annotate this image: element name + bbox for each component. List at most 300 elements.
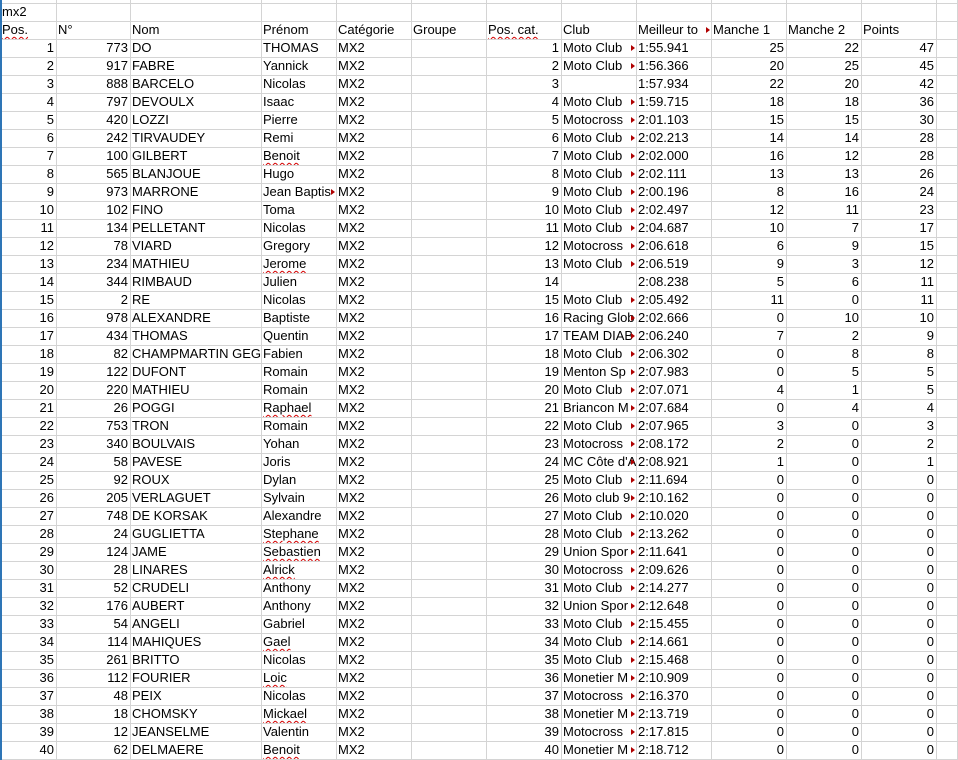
cell-pos-cat[interactable]: 13 [544, 256, 559, 271]
cell-groupe[interactable] [411, 579, 486, 597]
cell-prenom[interactable]: Remi [263, 130, 294, 145]
header-manche-2[interactable]: Manche 2 [788, 22, 846, 37]
cell-groupe[interactable] [411, 525, 486, 543]
cell-number[interactable]: 748 [106, 508, 128, 523]
cell-pos-cat[interactable]: 15 [544, 292, 559, 307]
cell-number[interactable]: 978 [106, 310, 128, 325]
cell-manche-1[interactable]: 9 [776, 256, 784, 271]
cell-pos[interactable]: 23 [39, 436, 54, 451]
cell-nom[interactable]: BLANJOUE [132, 166, 201, 181]
empty-cell[interactable] [936, 255, 957, 273]
cell-manche-2[interactable]: 0 [851, 742, 859, 757]
cell-pos-cat[interactable]: 21 [544, 400, 559, 415]
cell-prenom[interactable]: Loic [263, 670, 287, 685]
cell-points[interactable]: 0 [926, 490, 934, 505]
cell-categorie[interactable]: MX2 [338, 202, 365, 217]
cell-club[interactable]: Moto Club [561, 471, 636, 489]
cell-meilleur-tour[interactable]: 2:08.921 [638, 454, 689, 469]
cell-pos-cat[interactable]: 22 [544, 418, 559, 433]
cell-nom[interactable]: JEANSELME [132, 724, 210, 739]
cell-nom[interactable]: VIARD [132, 238, 172, 253]
header-groupe[interactable]: Groupe [413, 22, 457, 37]
cell-club[interactable]: Motocross [561, 435, 636, 453]
cell-number[interactable]: 888 [106, 76, 128, 91]
cell-points[interactable]: 28 [919, 148, 934, 163]
cell-nom[interactable]: DEVOULX [132, 94, 195, 109]
cell-nom[interactable]: ALEXANDRE [132, 310, 211, 325]
cell-meilleur-tour[interactable]: 2:04.687 [638, 220, 689, 235]
empty-cell[interactable] [936, 381, 957, 399]
cell-club[interactable]: Union Spor [561, 543, 636, 561]
cell-pos-cat[interactable]: 36 [544, 670, 559, 685]
cell-meilleur-tour[interactable]: 2:00.196 [638, 184, 689, 199]
empty-cell[interactable] [936, 93, 957, 111]
cell-manche-1[interactable]: 0 [776, 562, 784, 577]
cell-points[interactable]: 0 [926, 652, 934, 667]
cell-categorie[interactable]: MX2 [338, 310, 365, 325]
cell-manche-2[interactable]: 16 [844, 184, 859, 199]
cell-pos[interactable]: 39 [39, 724, 54, 739]
cell-categorie[interactable]: MX2 [338, 472, 365, 487]
cell-groupe[interactable] [411, 309, 486, 327]
cell-meilleur-tour[interactable]: 2:02.000 [638, 148, 689, 163]
header-manche-1[interactable]: Manche 1 [713, 22, 771, 37]
cell-pos-cat[interactable]: 4 [551, 94, 559, 109]
cell-manche-2[interactable]: 5 [851, 364, 859, 379]
cell-prenom[interactable]: Stephane [263, 526, 319, 541]
cell-points[interactable]: 0 [926, 670, 934, 685]
cell-prenom[interactable]: Raphael [263, 400, 312, 415]
cell-number[interactable]: 28 [113, 562, 128, 577]
cell-manche-1[interactable]: 1 [776, 454, 784, 469]
cell-pos[interactable]: 18 [39, 346, 54, 361]
header-prenom[interactable]: Prénom [263, 22, 309, 37]
cell-prenom[interactable]: Nicolas [263, 76, 306, 91]
cell-nom[interactable]: DE KORSAK [132, 508, 208, 523]
cell-nom[interactable]: BARCELO [132, 76, 195, 91]
cell-pos-cat[interactable]: 16 [544, 310, 559, 325]
cell-prenom[interactable]: Alexandre [263, 508, 322, 523]
cell-points[interactable]: 0 [926, 616, 934, 631]
cell-categorie[interactable]: MX2 [338, 328, 365, 343]
cell-prenom[interactable]: Alrick [263, 562, 295, 577]
cell-groupe[interactable] [411, 399, 486, 417]
cell-club[interactable]: Briancon M [561, 399, 636, 417]
cell-club[interactable]: Moto Club [561, 147, 636, 165]
cell-pos-cat[interactable]: 35 [544, 652, 559, 667]
cell-number[interactable]: 973 [106, 184, 128, 199]
cell-manche-1[interactable]: 0 [776, 580, 784, 595]
cell-prenom[interactable]: Joris [263, 454, 291, 469]
cell-points[interactable]: 45 [919, 58, 934, 73]
cell-manche-1[interactable]: 20 [769, 58, 784, 73]
cell-manche-1[interactable]: 0 [776, 670, 784, 685]
cell-number[interactable]: 176 [106, 598, 128, 613]
cell-manche-1[interactable]: 14 [769, 130, 784, 145]
cell-number[interactable]: 2 [120, 292, 128, 307]
cell-points[interactable]: 11 [920, 292, 934, 307]
cell-categorie[interactable]: MX2 [338, 670, 365, 685]
cell-pos[interactable]: 19 [39, 364, 54, 379]
cell-manche-2[interactable]: 0 [851, 436, 859, 451]
cell-nom[interactable]: MATHIEU [132, 256, 190, 271]
cell-categorie[interactable]: MX2 [338, 220, 365, 235]
cell-number[interactable]: 52 [113, 580, 128, 595]
cell-prenom[interactable]: Nicolas [263, 688, 306, 703]
cell-manche-2[interactable]: 8 [851, 346, 859, 361]
cell-pos[interactable]: 33 [39, 616, 54, 631]
cell-points[interactable]: 15 [919, 238, 934, 253]
cell-meilleur-tour[interactable]: 2:06.240 [638, 328, 689, 343]
cell-nom[interactable]: ANGELI [132, 616, 180, 631]
empty-cell[interactable] [936, 273, 957, 291]
cell-manche-1[interactable]: 0 [776, 526, 784, 541]
cell-groupe[interactable] [411, 453, 486, 471]
cell-meilleur-tour[interactable]: 2:10.909 [638, 670, 689, 685]
cell-nom[interactable]: AUBERT [132, 598, 185, 613]
cell-nom[interactable]: TIRVAUDEY [132, 130, 206, 145]
cell-pos-cat[interactable]: 8 [551, 166, 559, 181]
cell-pos-cat[interactable]: 30 [544, 562, 559, 577]
empty-cell[interactable] [936, 345, 957, 363]
cell-manche-2[interactable]: 0 [851, 292, 859, 307]
cell-groupe[interactable] [411, 273, 486, 291]
cell-points[interactable]: 12 [919, 256, 934, 271]
cell-meilleur-tour[interactable]: 2:05.492 [638, 292, 689, 307]
cell-manche-1[interactable]: 6 [776, 238, 784, 253]
cell-points[interactable]: 5 [926, 382, 934, 397]
cell-pos[interactable]: 11 [40, 220, 54, 235]
cell-number[interactable]: 12 [113, 724, 128, 739]
cell-groupe[interactable] [411, 183, 486, 201]
cell-categorie[interactable]: MX2 [338, 490, 365, 505]
cell-nom[interactable]: FABRE [132, 58, 175, 73]
cell-points[interactable]: 0 [926, 634, 934, 649]
cell-manche-1[interactable]: 5 [776, 274, 784, 289]
cell-manche-1[interactable]: 0 [776, 598, 784, 613]
cell-pos-cat[interactable]: 29 [544, 544, 559, 559]
cell-pos[interactable]: 1 [46, 40, 54, 55]
cell-nom[interactable]: CHOMSKY [132, 706, 198, 721]
cell-points[interactable]: 30 [919, 112, 934, 127]
empty-cell[interactable] [936, 525, 957, 543]
cell-pos-cat[interactable]: 39 [544, 724, 559, 739]
cell-categorie[interactable]: MX2 [338, 148, 365, 163]
cell-pos[interactable]: 25 [39, 472, 54, 487]
cell-number[interactable]: 24 [113, 526, 128, 541]
cell-manche-1[interactable]: 18 [769, 94, 784, 109]
cell-pos-cat[interactable]: 40 [544, 742, 559, 757]
cell-groupe[interactable] [411, 363, 486, 381]
cell-pos[interactable]: 13 [39, 256, 54, 271]
cell-meilleur-tour[interactable]: 1:55.941 [638, 40, 689, 55]
cell-points[interactable]: 11 [920, 274, 934, 289]
empty-cell[interactable] [936, 705, 957, 723]
cell-club[interactable]: Moto Club [561, 507, 636, 525]
cell-manche-1[interactable]: 0 [776, 616, 784, 631]
cell-groupe[interactable] [411, 633, 486, 651]
cell-manche-2[interactable]: 10 [844, 310, 859, 325]
cell-manche-2[interactable]: 15 [844, 112, 859, 127]
cell-pos[interactable]: 37 [39, 688, 54, 703]
cell-meilleur-tour[interactable]: 2:08.238 [638, 274, 689, 289]
cell-prenom[interactable]: Gael [263, 634, 291, 649]
cell-groupe[interactable] [411, 651, 486, 669]
cell-nom[interactable]: TRON [132, 418, 169, 433]
cell-prenom[interactable]: Baptiste [263, 310, 310, 325]
sheet-title-cell[interactable]: mx2 [2, 4, 27, 19]
cell-club[interactable]: Moto Club [561, 183, 636, 201]
cell-manche-2[interactable]: 18 [844, 94, 859, 109]
cell-pos-cat[interactable]: 11 [545, 220, 559, 235]
cell-manche-2[interactable]: 0 [851, 688, 859, 703]
cell-manche-2[interactable]: 0 [851, 490, 859, 505]
cell-categorie[interactable]: MX2 [338, 94, 365, 109]
cell-manche-1[interactable]: 12 [769, 202, 784, 217]
cell-points[interactable]: 23 [919, 202, 934, 217]
cell-meilleur-tour[interactable]: 2:15.468 [638, 652, 689, 667]
cell-points[interactable]: 28 [919, 130, 934, 145]
cell-categorie[interactable]: MX2 [338, 418, 365, 433]
cell-prenom[interactable]: Sebastien [263, 544, 321, 559]
cell-number[interactable]: 124 [106, 544, 128, 559]
cell-prenom[interactable]: Quentin [263, 328, 309, 343]
cell-points[interactable]: 47 [919, 40, 934, 55]
cell-groupe[interactable] [411, 147, 486, 165]
cell-club[interactable]: Moto Club [561, 255, 636, 273]
cell-number[interactable]: 54 [113, 616, 128, 631]
cell-points[interactable]: 0 [926, 472, 934, 487]
cell-club[interactable]: Moto Club [561, 525, 636, 543]
header-categorie[interactable]: Catégorie [338, 22, 395, 37]
empty-cell[interactable] [936, 543, 957, 561]
cell-points[interactable]: 1 [926, 454, 934, 469]
cell-club[interactable]: TEAM DIAB [561, 327, 636, 345]
cell-club[interactable]: Monetier M [561, 705, 636, 723]
cell-manche-2[interactable]: 4 [851, 400, 859, 415]
cell-pos[interactable]: 8 [46, 166, 54, 181]
cell-pos[interactable]: 29 [39, 544, 54, 559]
cell-manche-1[interactable]: 7 [776, 328, 784, 343]
cell-groupe[interactable] [411, 255, 486, 273]
cell-meilleur-tour[interactable]: 2:13.719 [638, 706, 689, 721]
cell-number[interactable]: 420 [106, 112, 128, 127]
cell-points[interactable]: 5 [926, 364, 934, 379]
cell-meilleur-tour[interactable]: 2:17.815 [638, 724, 689, 739]
cell-manche-2[interactable]: 1 [851, 382, 859, 397]
cell-categorie[interactable]: MX2 [338, 616, 365, 631]
cell-categorie[interactable]: MX2 [338, 562, 365, 577]
cell-groupe[interactable] [411, 165, 486, 183]
cell-number[interactable]: 261 [106, 652, 128, 667]
cell-nom[interactable]: FINO [132, 202, 164, 217]
cell-pos-cat[interactable]: 6 [551, 130, 559, 145]
cell-nom[interactable]: GILBERT [132, 148, 188, 163]
cell-points[interactable]: 0 [926, 742, 934, 757]
cell-club[interactable]: Motocross [561, 111, 636, 129]
cell-meilleur-tour[interactable]: 2:02.213 [638, 130, 689, 145]
empty-cell[interactable] [936, 597, 957, 615]
cell-meilleur-tour[interactable]: 2:15.455 [638, 616, 689, 631]
cell-nom[interactable]: RE [132, 292, 151, 307]
empty-cell[interactable] [936, 57, 957, 75]
cell-manche-2[interactable]: 14 [844, 130, 859, 145]
cell-categorie[interactable]: MX2 [338, 76, 365, 91]
cell-meilleur-tour[interactable]: 2:06.519 [638, 256, 689, 271]
cell-number[interactable]: 48 [113, 688, 128, 703]
cell-meilleur-tour[interactable]: 2:06.618 [638, 238, 689, 253]
cell-pos[interactable]: 24 [39, 454, 54, 469]
cell-points[interactable]: 3 [926, 418, 934, 433]
cell-club[interactable]: Moto Club [561, 219, 636, 237]
empty-cell[interactable] [936, 147, 957, 165]
cell-points[interactable]: 2 [926, 436, 934, 451]
cell-number[interactable]: 26 [113, 400, 128, 415]
header-number[interactable]: N° [58, 22, 73, 37]
cell-points[interactable]: 0 [926, 562, 934, 577]
cell-categorie[interactable]: MX2 [338, 652, 365, 667]
empty-cell[interactable] [936, 219, 957, 237]
cell-groupe[interactable] [411, 489, 486, 507]
cell-pos[interactable]: 26 [39, 490, 54, 505]
cell-groupe[interactable] [411, 435, 486, 453]
cell-meilleur-tour[interactable]: 2:10.020 [638, 508, 689, 523]
cell-manche-2[interactable]: 0 [851, 544, 859, 559]
cell-nom[interactable]: PAVESE [132, 454, 183, 469]
cell-manche-1[interactable]: 0 [776, 652, 784, 667]
header-points[interactable]: Points [863, 22, 900, 37]
cell-meilleur-tour[interactable]: 2:01.103 [638, 112, 689, 127]
header-nom[interactable]: Nom [132, 22, 160, 37]
empty-cell[interactable] [936, 399, 957, 417]
cell-pos-cat[interactable]: 32 [544, 598, 559, 613]
empty-cell[interactable] [936, 507, 957, 525]
empty-cell[interactable] [936, 327, 957, 345]
cell-pos[interactable]: 40 [39, 742, 54, 757]
cell-groupe[interactable] [411, 381, 486, 399]
cell-groupe[interactable] [411, 687, 486, 705]
cell-points[interactable]: 0 [926, 508, 934, 523]
cell-meilleur-tour[interactable]: 2:02.111 [638, 166, 687, 181]
cell-nom[interactable]: GUGLIETTA [132, 526, 205, 541]
cell-manche-1[interactable]: 8 [776, 184, 784, 199]
cell-pos[interactable]: 12 [39, 238, 54, 253]
empty-cell[interactable] [936, 615, 957, 633]
cell-pos[interactable]: 38 [39, 706, 54, 721]
cell-manche-2[interactable]: 0 [851, 616, 859, 631]
cell-groupe[interactable] [411, 471, 486, 489]
cell-categorie[interactable]: MX2 [338, 598, 365, 613]
cell-manche-1[interactable]: 0 [776, 724, 784, 739]
cell-prenom[interactable]: Pierre [263, 112, 298, 127]
cell-manche-2[interactable]: 2 [851, 328, 859, 343]
cell-pos[interactable]: 10 [39, 202, 54, 217]
cell-club[interactable]: Moto Club [561, 633, 636, 651]
cell-pos-cat[interactable]: 24 [544, 454, 559, 469]
cell-manche-2[interactable]: 0 [851, 508, 859, 523]
cell-manche-2[interactable]: 25 [844, 58, 859, 73]
cell-club[interactable]: Moto Club [561, 381, 636, 399]
cell-club[interactable]: Motocross [561, 687, 636, 705]
cell-manche-2[interactable]: 0 [851, 526, 859, 541]
cell-prenom[interactable]: Toma [263, 202, 295, 217]
cell-categorie[interactable]: MX2 [338, 706, 365, 721]
empty-cell[interactable] [936, 201, 957, 219]
cell-meilleur-tour[interactable]: 2:02.497 [638, 202, 689, 217]
cell-club[interactable] [561, 273, 636, 291]
cell-points[interactable]: 24 [919, 184, 934, 199]
empty-cell[interactable] [936, 561, 957, 579]
cell-groupe[interactable] [411, 39, 486, 57]
cell-nom[interactable]: POGGI [132, 400, 175, 415]
cell-nom[interactable]: CHAMPMARTIN GEG [132, 346, 261, 361]
cell-nom[interactable]: CRUDELI [132, 580, 190, 595]
cell-manche-2[interactable]: 0 [851, 580, 859, 595]
cell-manche-2[interactable]: 0 [851, 724, 859, 739]
cell-club[interactable]: Moto club 9 [561, 489, 636, 507]
cell-categorie[interactable]: MX2 [338, 688, 365, 703]
cell-groupe[interactable] [411, 597, 486, 615]
cell-manche-2[interactable]: 0 [851, 418, 859, 433]
cell-manche-1[interactable]: 25 [769, 40, 784, 55]
cell-manche-2[interactable]: 0 [851, 706, 859, 721]
cell-nom[interactable]: DUFONT [132, 364, 187, 379]
cell-pos[interactable]: 2 [46, 58, 54, 73]
cell-meilleur-tour[interactable]: 2:10.162 [638, 490, 689, 505]
cell-manche-1[interactable]: 11 [770, 292, 784, 307]
cell-nom[interactable]: FOURIER [132, 670, 191, 685]
cell-prenom[interactable]: Hugo [263, 166, 295, 181]
cell-club[interactable]: Monetier M [561, 741, 636, 759]
cell-pos[interactable]: 30 [39, 562, 54, 577]
cell-points[interactable]: 10 [919, 310, 934, 325]
cell-categorie[interactable]: MX2 [338, 544, 365, 559]
cell-meilleur-tour[interactable]: 2:13.262 [638, 526, 689, 541]
cell-prenom[interactable]: Romain [263, 418, 308, 433]
cell-pos-cat[interactable]: 23 [544, 436, 559, 451]
cell-categorie[interactable]: MX2 [338, 364, 365, 379]
cell-prenom[interactable]: Dylan [263, 472, 297, 487]
cell-club[interactable] [561, 75, 636, 93]
cell-number[interactable]: 797 [106, 94, 128, 109]
cell-club[interactable]: Motocross [561, 237, 636, 255]
cell-prenom[interactable]: Fabien [263, 346, 303, 361]
cell-pos-cat[interactable]: 28 [544, 526, 559, 541]
cell-points[interactable]: 36 [919, 94, 934, 109]
cell-club[interactable]: Motocross [561, 723, 636, 741]
cell-nom[interactable]: RIMBAUD [132, 274, 192, 289]
cell-prenom[interactable]: Sylvain [263, 490, 305, 505]
cell-manche-1[interactable]: 2 [776, 436, 784, 451]
cell-groupe[interactable] [411, 417, 486, 435]
cell-number[interactable]: 773 [106, 40, 128, 55]
empty-cell[interactable] [936, 111, 957, 129]
cell-prenom[interactable]: Nicolas [263, 652, 306, 667]
cell-manche-2[interactable]: 7 [851, 220, 859, 235]
cell-meilleur-tour[interactable]: 2:12.648 [638, 598, 689, 613]
cell-nom[interactable]: BRITTO [132, 652, 180, 667]
cell-pos-cat[interactable]: 7 [551, 148, 559, 163]
cell-categorie[interactable]: MX2 [338, 274, 365, 289]
cell-number[interactable]: 344 [106, 274, 128, 289]
cell-number[interactable]: 434 [106, 328, 128, 343]
cell-manche-1[interactable]: 13 [769, 166, 784, 181]
cell-nom[interactable]: VERLAGUET [132, 490, 211, 505]
cell-pos-cat[interactable]: 18 [544, 346, 559, 361]
empty-cell[interactable] [936, 183, 957, 201]
empty-header-cell[interactable] [936, 21, 957, 39]
cell-number[interactable]: 112 [107, 670, 128, 685]
